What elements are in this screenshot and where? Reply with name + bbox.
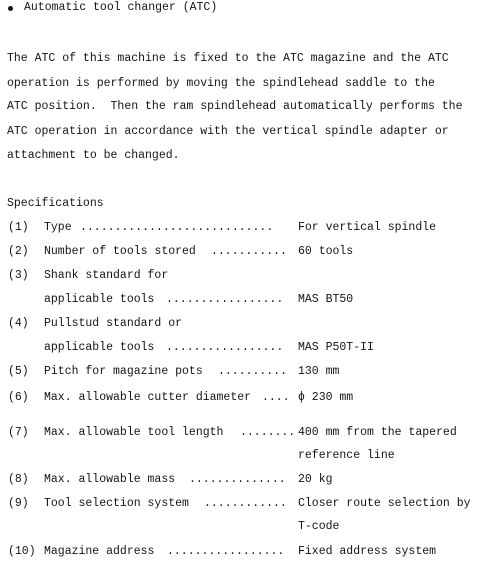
paragraph-line: ATC operation in accordance with the vertical spindle adapter or bbox=[7, 125, 449, 138]
spec-value: 130 mm bbox=[298, 365, 340, 378]
spec-label: Tool selection system bbox=[44, 497, 189, 510]
spec-number: (7) bbox=[8, 426, 29, 439]
spec-value: MAS P50T-II bbox=[298, 341, 374, 354]
paragraph-line: attachment to be changed. bbox=[7, 149, 180, 162]
spec-leader: ........... bbox=[211, 245, 287, 258]
spec-value-continued: reference line bbox=[298, 449, 395, 462]
spec-value: 400 mm from the tapered bbox=[298, 426, 457, 439]
spec-number: (1) bbox=[8, 221, 29, 234]
spec-leader: .......... bbox=[218, 365, 288, 378]
bullet-icon bbox=[8, 6, 13, 11]
spec-value: 60 tools bbox=[298, 245, 354, 258]
paragraph-line: operation is performed by moving the spindlehead saddle to the bbox=[7, 77, 435, 90]
spec-label: Max. allowable tool length bbox=[44, 426, 224, 439]
spec-number: (10) bbox=[8, 545, 36, 558]
spec-leader: .............. bbox=[189, 473, 286, 486]
spec-label: Number of tools stored bbox=[44, 245, 196, 258]
spec-leader: ............ bbox=[204, 497, 287, 510]
spec-number: (8) bbox=[8, 473, 29, 486]
spec-leader: .... bbox=[262, 391, 290, 404]
spec-value: Closer route selection by bbox=[298, 497, 471, 510]
spec-label: Max. allowable mass bbox=[44, 473, 176, 486]
spec-label: Magazine address bbox=[44, 545, 155, 558]
spec-number: (9) bbox=[8, 497, 29, 510]
spec-number: (5) bbox=[8, 365, 29, 378]
spec-leader: ............................ bbox=[80, 221, 274, 234]
spec-label: Shank standard for bbox=[44, 269, 169, 282]
spec-label: Max. allowable cutter diameter bbox=[44, 391, 252, 404]
specifications-title: Specifications bbox=[7, 197, 104, 210]
paragraph-line: The ATC of this machine is fixed to the ATC magazine and the ATC bbox=[7, 52, 449, 65]
spec-value: For vertical spindle bbox=[298, 221, 437, 234]
spec-value-continued: T-code bbox=[298, 520, 340, 533]
spec-value: ϕ 230 mm bbox=[298, 391, 354, 404]
spec-number: (4) bbox=[8, 317, 29, 330]
section-heading: Automatic tool changer (ATC) bbox=[24, 1, 218, 14]
spec-number: (3) bbox=[8, 269, 29, 282]
spec-label: Pitch for magazine pots bbox=[44, 365, 203, 378]
spec-label: Pullstud standard or bbox=[44, 317, 183, 330]
spec-value: 20 kg bbox=[298, 473, 333, 486]
spec-leader: ........ bbox=[240, 426, 296, 439]
spec-value: MAS BT50 bbox=[298, 293, 354, 306]
spec-value: Fixed address system bbox=[298, 545, 437, 558]
spec-number: (6) bbox=[8, 391, 29, 404]
spec-label-continued: applicable tools bbox=[44, 293, 155, 306]
spec-leader: ................. bbox=[166, 293, 284, 306]
spec-leader: ................. bbox=[166, 341, 284, 354]
paragraph-line: ATC position. Then the ram spindlehead automatically performs the bbox=[7, 100, 463, 113]
spec-label-continued: applicable tools bbox=[44, 341, 155, 354]
spec-leader: ................. bbox=[167, 545, 285, 558]
spec-number: (2) bbox=[8, 245, 29, 258]
spec-label: Type bbox=[44, 221, 72, 234]
